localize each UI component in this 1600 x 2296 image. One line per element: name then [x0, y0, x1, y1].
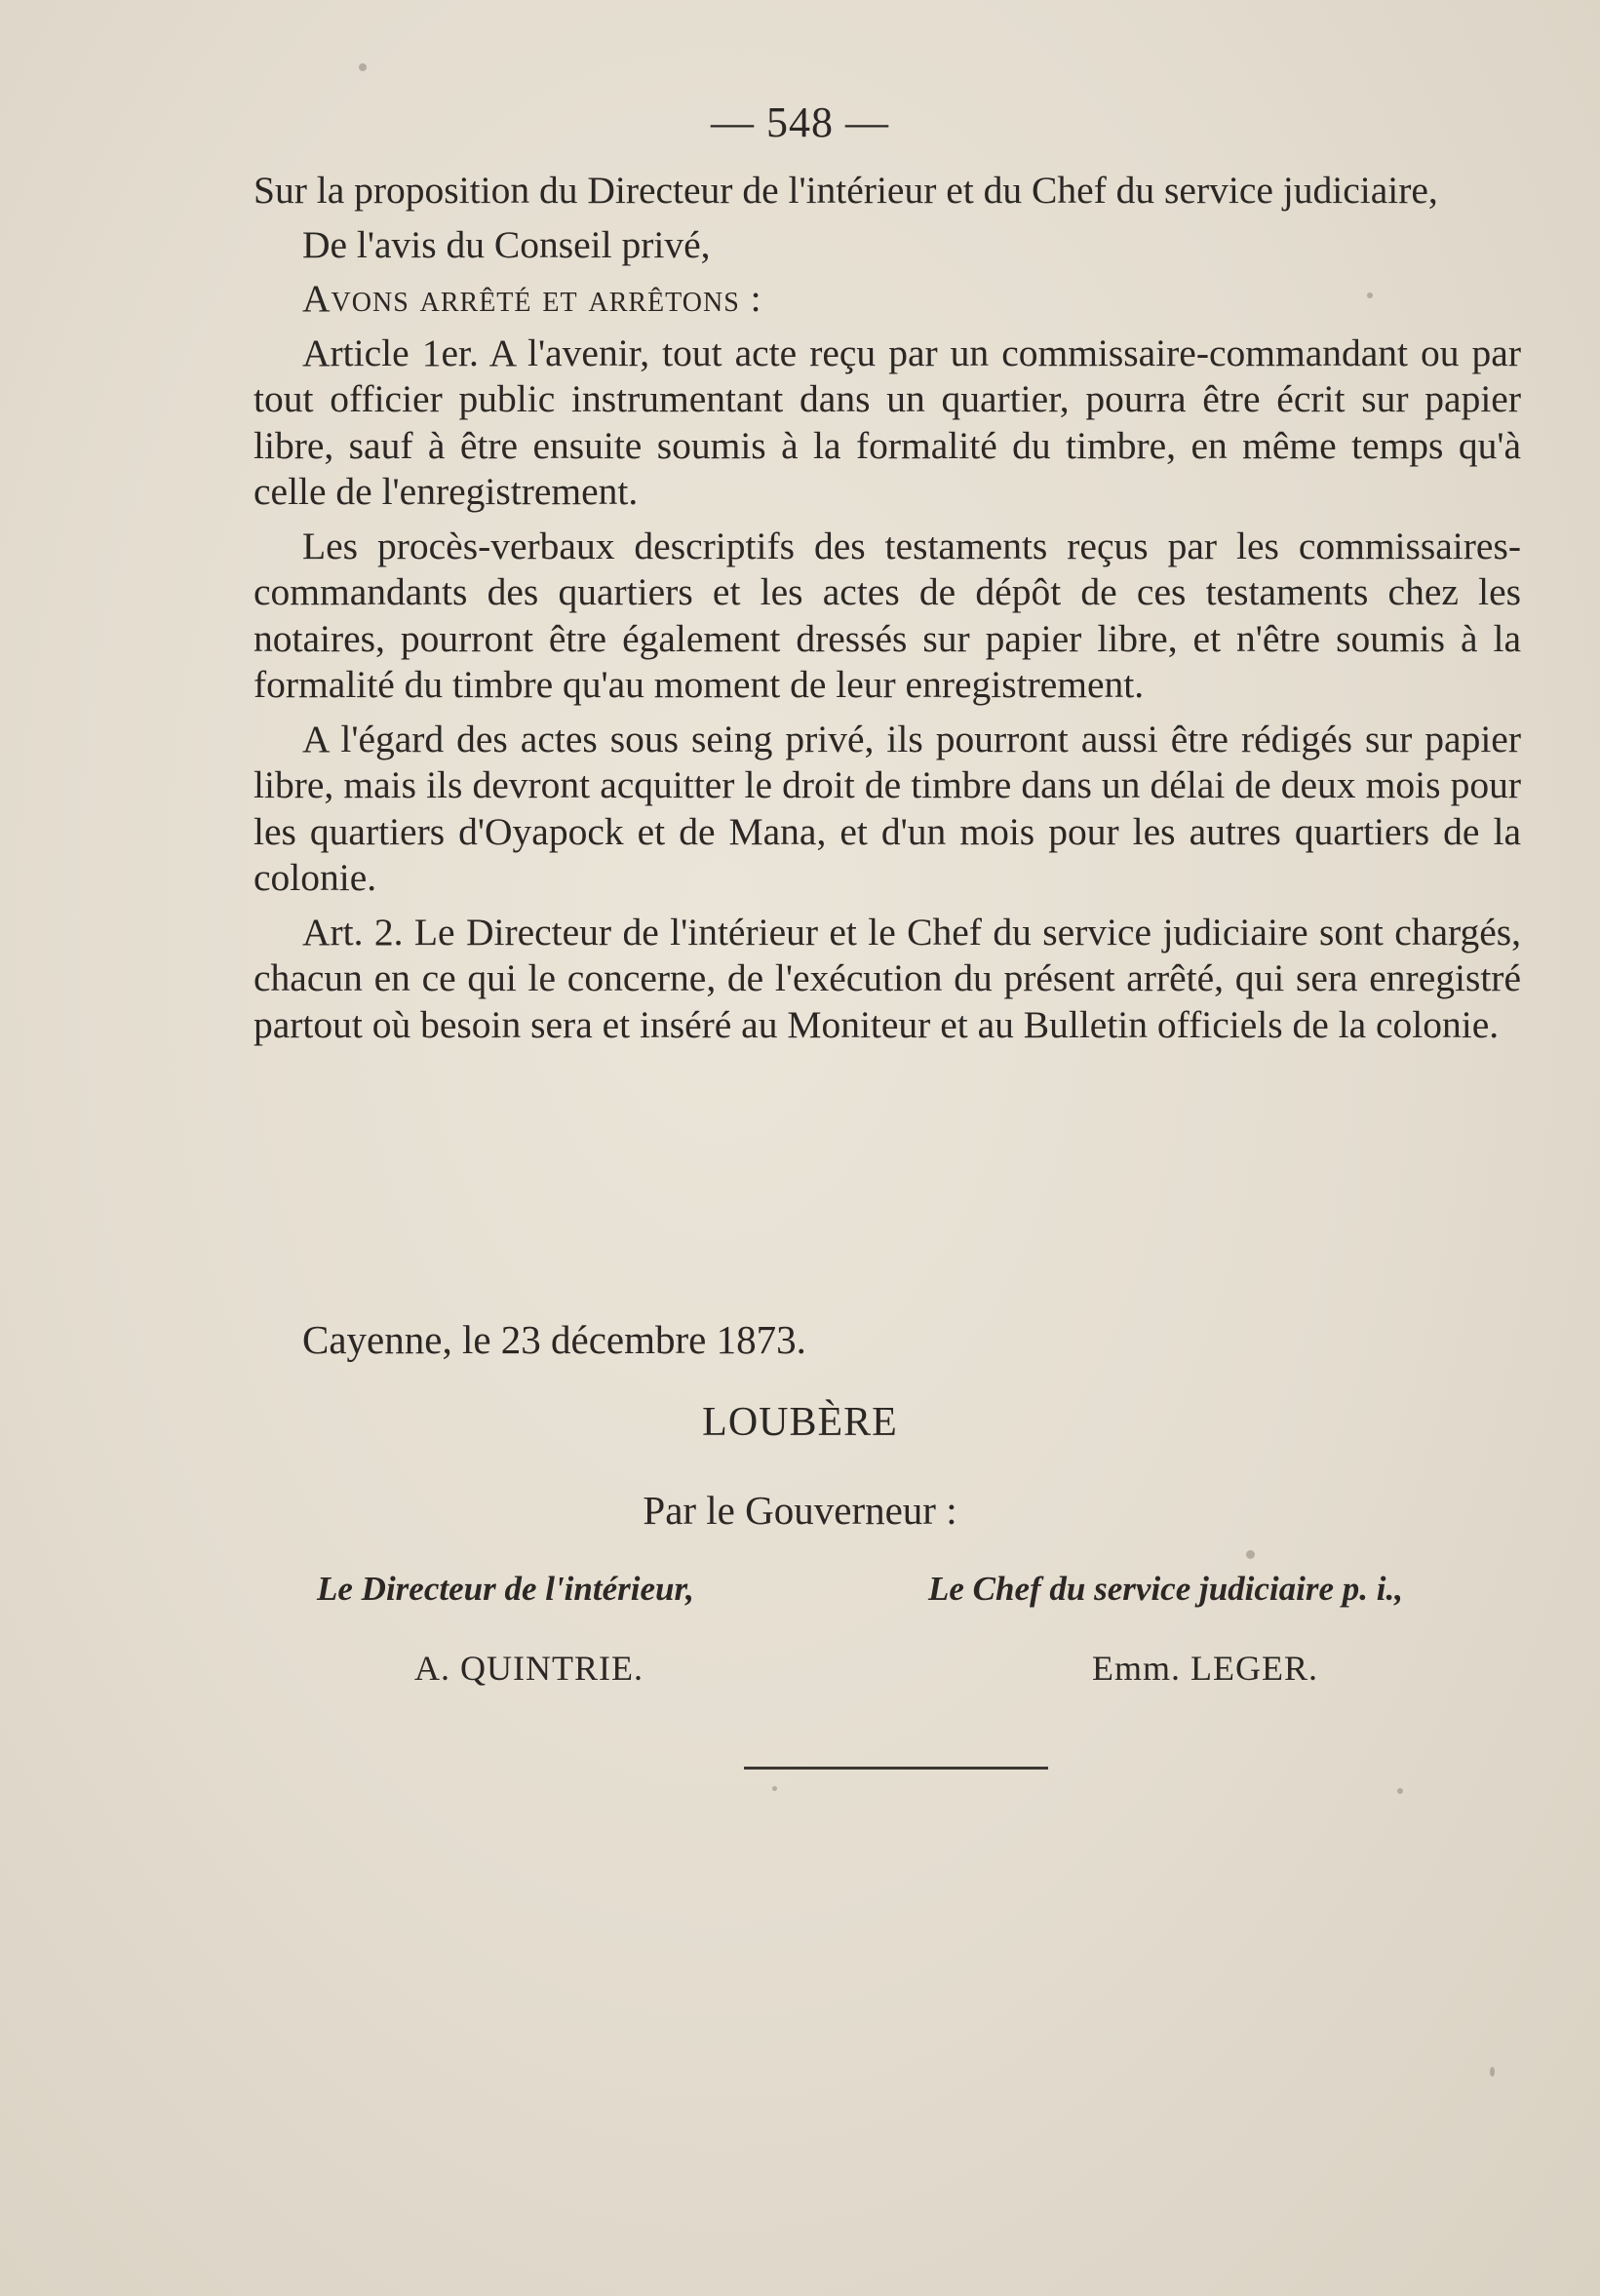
- judicial-chief-office-title: Le Chef du service judiciaire p. i.,: [928, 1570, 1404, 1608]
- paragraph-testaments: Les procès-verbaux descriptifs des testaments reçus par les commissaires-commandants des quartiers et les actes de dépôt de ces testaments chez les notaires, pourront être également dressés sur papier libre, et n'être soumis à la formalité du timbre qu'au moment de leur enregistrement.: [254, 524, 1521, 706]
- paper-speck: [359, 63, 367, 71]
- paragraph-article-2: Art. 2. Le Directeur de l'intérieur et le Chef du service judiciaire sont chargés, chacun en ce qui le concerne, de l'exécution du présent arrêté, qui sera enregistré partout où besoin sera et inséré au Moniteur et au Bulletin officiels de la colonie.: [254, 910, 1521, 1046]
- paper-speck: [772, 1786, 777, 1791]
- paper-speck: [1397, 1788, 1403, 1794]
- paragraph-council: De l'avis du Conseil privé,: [302, 222, 711, 266]
- paragraph-private-deeds: A l'égard des actes sous seing privé, ils pourront aussi être rédigés sur papier libre, mais ils devront acquitter le droit de timbre dans un délai de deux mois pour les quartiers d'Oyapock et de Mana, et d'un mois pour les autres quartiers de la colonie.: [254, 717, 1521, 899]
- judicial-chief-name: Emm. LEGER.: [1092, 1649, 1318, 1688]
- by-governor-line: Par le Gouverneur :: [643, 1488, 957, 1533]
- governor-signature: LOUBÈRE: [702, 1400, 898, 1445]
- decree-body: [254, 168, 1521, 1056]
- paragraph-proposition: Sur la proposition du Directeur de l'intérieur et du Chef du service judiciaire,: [254, 169, 1438, 212]
- paper-speck: [1367, 292, 1373, 298]
- director-name: A. QUINTRIE.: [414, 1649, 644, 1688]
- director-office-title: Le Directeur de l'intérieur,: [317, 1570, 694, 1608]
- dateline: Cayenne, le 23 décembre 1873.: [302, 1317, 806, 1362]
- paragraph-enacting-clause: Avons arrêté et arrêtons :: [302, 277, 762, 320]
- paper-speck: [1246, 1550, 1255, 1559]
- paragraph-article-1: Article 1er. A l'avenir, tout acte reçu par un commissaire-commandant ou par tout officier public instrumentant dans un quartier, pourra être écrit sur papier libre, sauf à être ensuite soumis à la formalité du timbre, en même temps qu'à celle de l'enregistrement.: [254, 331, 1521, 513]
- page-number: — 548 —: [711, 98, 889, 146]
- closing-rule: [744, 1767, 1048, 1770]
- paper-speck: [1490, 2067, 1495, 2077]
